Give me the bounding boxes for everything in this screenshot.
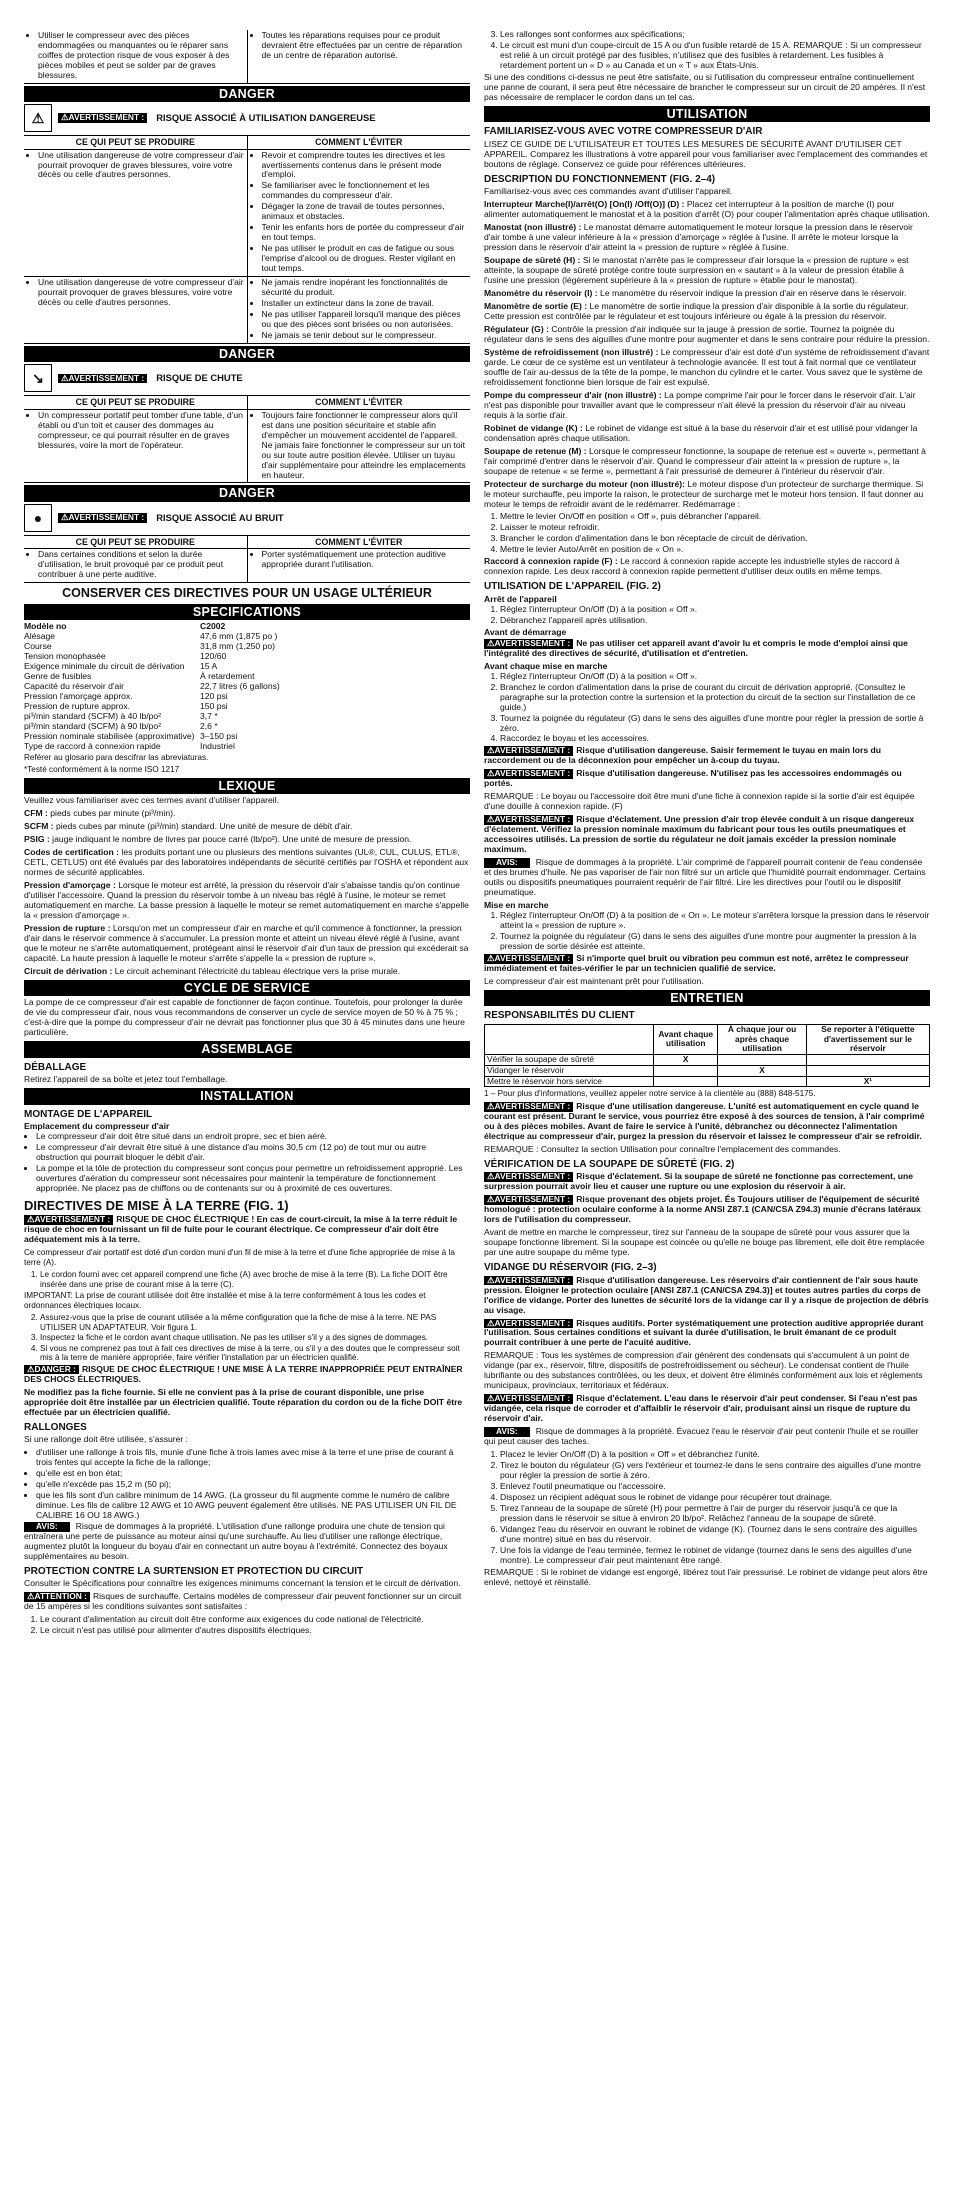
before-start-title: Avant de démarrage <box>484 626 567 637</box>
warning-label: ⚠ AVERTISSEMENT : <box>484 815 573 825</box>
customer-responsibilities-title: RESPONSABILITÉS DU CLIENT <box>484 1010 635 1022</box>
spec-value: 3–150 psi <box>200 730 238 741</box>
list-item: 4. Disposez un récipient adéquat sous le robinet de vidange pour récupérer tout drainage. <box>500 1493 930 1503</box>
warning-label: ⚠ AVERTISSEMENT : <box>484 1394 573 1404</box>
list-item: • Installer un extincteur dans la zone de travail. <box>262 299 469 309</box>
emplacement-list <box>24 1132 470 1194</box>
list-item: 2. Tournez la poignée du régulateur (G) dans le sens des aiguilles d'une montre pour augmenter la pression à la pression de sortie désirée est atteinte. <box>500 932 930 952</box>
attention-label: ⚠ ATTENTION : <box>24 1592 90 1602</box>
safety-first-icon: ⚠ <box>24 104 52 132</box>
def-term: Système de refroidissement (non illustré) : <box>484 346 659 357</box>
top-right-text: • Toutes les réparations requises pour ce produit devraient être effectuées par un centre de réparation de un centre de réparation autorisé. <box>262 31 469 61</box>
responsibilities-table <box>484 1024 930 1088</box>
list-item: 2. Le circuit n'est pas utilisé pour alimenter d'autres dispositifs électriques. <box>40 1626 470 1636</box>
list-item: • Le compresseur d'air doit être situé dans un endroit propre, sec et bien aéré. <box>36 1132 470 1142</box>
remark-text: REMARQUE : Si le robinet de vidange est engorgé, libérez tout l'air pressurisé. Le robinet de vidange peut alors être enlevé, nettoyé et réinstallé. <box>484 1566 928 1587</box>
def-term: PSIG : <box>24 834 50 845</box>
list-item: • qu'elle est en bon état; <box>36 1469 470 1479</box>
resp-header <box>485 1024 654 1054</box>
def-text: Le robinet de vidange est situé à la base du réservoir d'air et est utilisé pour vidanger la condensation après chaque utilisation. <box>484 422 918 443</box>
specifications-bar: SPECIFICATIONS <box>24 604 470 621</box>
warning-label: ⚠ AVERTISSEMENT : <box>484 639 573 649</box>
spec-label: Modèle no <box>24 621 67 632</box>
th-avoid: COMMENT L'ÉVITER <box>247 535 470 548</box>
drain-steps-list <box>484 1450 930 1566</box>
risk-table-dangerous-use <box>24 135 470 344</box>
resp-mark <box>718 1055 806 1066</box>
grounding-title: DIRECTIVES DE MISE À LA TERRE (FIG. 1) <box>24 1198 289 1214</box>
resp-task: Mettre le réservoir hors service <box>485 1076 654 1087</box>
def-text: Si le manostat n'arrête pas le compresseur d'air lorsque la « pression de rupture » est atteinte, la soupape de sûreté protège contre toute surpression en « sautant » à la valeur de pression établie à l'usine une pression (légèrement supérieure à la « pression de rupture » établie pour le manostat). <box>484 255 909 286</box>
def-term: Raccord à connexion rapide (F) : <box>484 556 618 567</box>
risk-list <box>26 550 245 580</box>
rallonges-title: RALLONGES <box>24 1421 87 1433</box>
definition <box>24 809 470 819</box>
def-term: Pression de rupture : <box>24 922 111 933</box>
resp-header: Avant chaque utilisation <box>654 1024 718 1054</box>
def-term: Interrupteur Marche(I)/arrêt(O) [On(I) /Off(O)] (D) : <box>484 199 685 210</box>
circuit-conditions-list <box>484 30 930 71</box>
spec-value: 15 A <box>200 660 218 671</box>
warning-label: ⚠ AVERTISSEMENT : <box>58 513 147 523</box>
list-item: 1. Placez le levier On/Off (D) à la position « Off » et débranchez l'unité. <box>500 1450 930 1460</box>
notice-text: Risque de dommages à la propriété. L'air comprimé de l'appareil pourrait contenir de l'eau condensée et des brumes d'huile. Ne pas vaporiser de l'air non filtré sur un article que l'humidité pourrait endommager. Certains outils ou dispositifs pneumatiques pourraient requérir de l'air filtré. Lire les directives pour l'outil ou le dispositif pneumatique. <box>484 857 926 898</box>
safety-valve-text: Avant de mettre en marche le compresseur, tirez sur l'anneau de la soupape de sûreté pour vous assurer que la soupape fonctionne librement. Si la soupape est coincée ou qu'elle ne bouge pas librement, elle doit être remplacée par une autre soupape du même type. <box>484 1227 925 1258</box>
spec-value: 3,7 * <box>200 710 218 721</box>
important-note: IMPORTANT: La prise de courant utilisée doit être installée et mise à la terre conformément à tous les codes et ordonnances électriques locaux. <box>24 1291 426 1310</box>
list-item: 1. Réglez l'interrupteur On/Off (D) à la position « Off ». <box>500 672 930 682</box>
controls-description-list <box>484 200 930 509</box>
spec-label: Pression l'amorçage approx. <box>24 690 133 701</box>
avoid-list <box>250 411 469 481</box>
entretien-bar: ENTRETIEN <box>484 990 930 1007</box>
spec-value: À retardement <box>200 670 255 681</box>
definition <box>24 835 470 845</box>
definition <box>484 256 930 286</box>
def-term: CFM : <box>24 808 48 819</box>
assemblage-bar: ASSEMBLAGE <box>24 1041 470 1058</box>
list-item: 2. Débranchez l'appareil après utilisation. <box>500 616 930 626</box>
warning-label: ⚠ AVERTISSEMENT : <box>484 769 573 779</box>
top-risk-table <box>24 30 470 84</box>
list-item: 1. Réglez l'interrupteur On/Off (D) à la position de « On ». Le moteur s'arrêtera lorsque la pression dans le réservoir atteint la « pression de rupture ». <box>500 911 930 931</box>
definition <box>484 200 930 220</box>
utilisation-bar: UTILISATION <box>484 106 930 123</box>
resp-task: Vidanger le réservoir <box>485 1065 654 1076</box>
lexique-bar: LEXIQUE <box>24 778 470 795</box>
resp-mark: X <box>718 1065 806 1076</box>
spec-value: 2,6 * <box>200 720 218 731</box>
definition <box>484 480 930 510</box>
spec-label: Course <box>24 641 52 652</box>
def-text: Le compresseur d'air est doté d'un système de refroidissement d'avant garde. Le cœur de ce système est un ventilateur à technologie avancée. Il est tout à fait normal que ce ventilateur souffle de l'air au-dessus de la tête de la pompe, le manchon du cylindre et le carter. Vous savez que le système de refroidissement fonctionne bien lorsque de l'air est expulsé. <box>484 346 930 387</box>
circuit-text: Si une des conditions ci-dessus ne peut être satisfaite, ou si l'utilisation du compresseur entraîne continuellement une panne de courant, il sera peut être nécessaire de brancher le compresseur sur un circuit de 20 ampères. Il n'est pas nécessaire de remplacer le cordon dans un tel cas. <box>484 71 926 102</box>
rallonges-intro: Si une rallonge doit être utilisée, s'assurer : <box>24 1434 189 1445</box>
list-item: • Une utilisation dangereuse de votre compresseur d'air pourrait provoquer de graves blessures, voire votre décès ou celle d'autres personnes. <box>38 278 245 308</box>
definition <box>24 967 470 977</box>
warning-label: ⚠ AVERTISSEMENT : <box>484 1319 573 1329</box>
def-term: Manomètre de sortie (E) : <box>484 301 588 312</box>
def-text: Le circuit acheminant l'électricité du tableau électrique vers la prise murale. <box>112 965 401 976</box>
spec-label: Type de raccord à connexion rapide <box>24 740 161 751</box>
description-title: DESCRIPTION DU FONCTIONNEMENT (FIG. 2–4) <box>484 173 716 185</box>
right-column <box>484 30 930 1638</box>
danger-text: RISQUE DE CHOC ÉLECTRIQUE ! UNE MISE À LA TERRE INAPPROPRIÉE PEUT ENTRAÎNER DES CHOCS ÉLECTRIQUES. <box>24 1363 463 1384</box>
responsibilities-note: 1 – Pour plus d'informations, veuillez appeler notre service à la clientèle au (888) 848-5175. <box>484 1089 816 1099</box>
th-what: CE QUI PEUT SE PRODUIRE <box>24 396 247 409</box>
spec-label: pi³/min standard (SCFM) à 40 lb/po² <box>24 710 162 721</box>
list-item: • Un compresseur portatif peut tomber d'une table, d'un établi ou d'un toit et causer des dommages au compresseur, ce qui pourrait résulter en de graves blessures, voire la mort de l'opérateur. <box>38 411 245 451</box>
list-item: • Se familiariser avec le fonctionnement et les commandes du compresseur d'air. <box>262 181 469 201</box>
warning-label: ⚠ AVERTISSEMENT : <box>484 1102 573 1112</box>
warning-label: ⚠ AVERTISSEMENT : <box>24 1215 113 1225</box>
list-item: 4. Raccordez le boyau et les accessoires. <box>500 734 930 744</box>
list-item: 4. Si vous ne comprenez pas tout à fait ces directives de mise à la terre, ou s'il y a des doutes que le compresseur soit mis à la terre de manière appropriée, faire vérifier l'installation par un électricien qualifié. <box>40 1344 470 1363</box>
definition <box>24 924 470 964</box>
warning-text: Risque d'éclatement. L'eau dans le réservoir d'air peut condenser. Si l'eau n'est pas vidangée, cela risque de corroder et d'affaiblir le réservoir d'air, produisant ainsi un risque de rupture du réservoir d'air. <box>484 1393 918 1424</box>
definition <box>484 348 930 388</box>
notice-text: Risque de dommages à la propriété. Évacuez l'eau le réservoir d'air peut contenir l'huile et se rouiller qui peut causer des taches. <box>484 1426 919 1447</box>
grounding-list-2 <box>24 1313 470 1363</box>
spec-value: 47,6 mm (1,875 po ) <box>200 631 278 642</box>
spec-value: 120 psi <box>200 690 228 701</box>
definition <box>484 424 930 444</box>
list-item: • Ne jamais se tenir debout sur le compresseur. <box>262 331 469 341</box>
list-item: 1. Mettre le levier On/Off en position « Off », puis débrancher l'appareil. <box>500 512 930 522</box>
avoid-list <box>250 151 469 275</box>
warning-text: Risque d'utilisation dangereuse. Saisir fermement le tuyau en main lors du raccordement ou de la déconnexion pour empêcher un à-coup du tuyau. <box>484 745 882 766</box>
danger-more: Ne modifiez pas la fiche fournie. Si elle ne convient pas à la prise de courant disponible, une prise appropriée doit être installée par un électricien qualifié. Toute réparation du cordon ou de la fiche DOIT être effectuée par un électricien qualifié. <box>24 1386 463 1417</box>
ready-text: Le compresseur d'air est maintenant prêt pour l'utilisation. <box>484 975 704 986</box>
def-term: Manostat (non illustré) : <box>484 222 582 233</box>
cycle-text: La pompe de ce compresseur d'air est capable de fonctionner de façon continue. Toutefois, pour prolonger la durée de vie du compresseur d'air, nous vous recommandons de conserver un cycle de service moyen de 50 % à 75 % ; c'est-à-dire que la pompe du compresseur d'air ne devrait pas fonctionner plus que 30 à 45 minutes dans une heure particulière. <box>24 997 465 1038</box>
list-item: • Porter systématiquement une protection auditive appropriée durant l'utilisation. <box>262 550 469 570</box>
lexique-intro: Veuillez vous familiariser avec ces termes avant d'utiliser l'appareil. <box>24 795 279 806</box>
list-item: 3. Tournez la poignée du régulateur (G) dans le sens des aiguilles d'une montre pour régler la pression de sortie à zéro. <box>500 714 930 734</box>
warning-text: Risque d'une utilisation dangereuse. L'unité est automatiquement en cycle quand le courant est présent. Durant le service, vous pourriez être exposé à des sources de tension, à l'air comprimé ou à des pièces mobiles. Avant de faire le service à l'unité, débranchez ou déconnectez l'alimentation électrique au compresseur d'air, purgez la pression du réservoir et laissez le compresseur d'air se refroidir. <box>484 1100 925 1141</box>
definition <box>24 881 470 921</box>
list-item: • Revoir et comprendre toutes les directives et les avertissements contenus dans le présent mode d'emploi. <box>262 151 469 181</box>
resp-header: Se reporter à l'étiquette d'avertissement sur le réservoir <box>806 1024 929 1054</box>
def-term: Régulateur (G) : <box>484 324 549 334</box>
list-item: • Le compresseur d'air devrait être situé à une distance d'au moins 30,5 cm (12 po) de tout mur ou autre obstruction qui pourrait bloquer le débit d'air. <box>36 1143 470 1163</box>
spec-row <box>24 742 470 752</box>
lexique-list <box>24 809 470 977</box>
danger-bar: DANGER <box>24 485 470 502</box>
list-item: 3. Enlevez l'outil pneumatique ou l'accessoire. <box>500 1482 930 1492</box>
warning-text: Risque d'éclatement. Si la soupape de sûreté ne fonctionne pas correctement, une surpression pourrait avoir lieu et causer une rupture ou une explosion du réservoir à air. <box>484 1171 914 1192</box>
spec-value: Industriel <box>200 740 235 751</box>
def-text: Le manostat démarre automatiquement le moteur lorsque la pression dans le réservoir d'air tombe à une valeur inférieure à la « pression d'amorçage » réglée à l'usine. Il arrête le moteur lorsque la pression dans le réservoir d'air atteint la « pression de rupture » réglée à l'usine. <box>484 222 913 253</box>
def-text: Le manomètre de sortie indique la pression d'air disponible à la sortie du régulateur. Cette pression est contrôlée par le régulateur et est toujours inférieure ou égale à la pression du réservoir. <box>484 301 909 322</box>
warning-label: ⚠ AVERTISSEMENT : <box>484 1195 573 1205</box>
resp-mark <box>806 1055 929 1066</box>
avoid-list <box>250 550 469 570</box>
spec-value: 31,8 mm (1,250 po) <box>200 641 275 652</box>
familiarize-title: FAMILIARISEZ-VOUS AVEC VOTRE COMPRESSEUR D'AIR <box>484 126 763 138</box>
list-item: • Tenir les enfants hors de portée du compresseur d'air en tout temps. <box>262 223 469 243</box>
def-term: Protecteur de surcharge du moteur (non illustré): <box>484 478 686 489</box>
definition <box>24 848 470 878</box>
list-item: 2. Tirez le bouton du régulateur (G) vers l'extérieur et tournez-le dans le sens contraire des aiguilles d'une montre pour régler la pression de sortie à zéro. <box>500 1461 930 1481</box>
spec-value: 150 psi <box>200 700 228 711</box>
cycle-bar: CYCLE DE SERVICE <box>24 980 470 997</box>
definition <box>484 302 930 322</box>
list-item: • d'utiliser une rallonge à trois fils, munie d'une fiche à trois lames avec mise à la terre et une prise de courant à trois fentes qui accepte la fiche de la rallonge; <box>36 1448 470 1468</box>
warning-text: Risque d'utilisation dangereuse. N'utilisez pas les accessoires endommagés ou portés. <box>484 768 902 789</box>
specs-note: *Testé conformément à la norme ISO 1217 <box>24 765 180 775</box>
list-item: 3. Brancher le cordon d'alimentation dans le bon réceptacle de circuit de dérivation. <box>500 534 930 544</box>
resp-mark: X¹ <box>806 1076 929 1087</box>
danger-label: ⚠ DANGER : <box>24 1365 79 1375</box>
def-text: jauge indiquant le nombre de livres par pouce carré (lb/po²). Une unité de mesure de pression. <box>49 834 412 845</box>
warning-text: Si n'importe quel bruit ou vibration peu commun est noté, arrêtez le compresseur immédiatement et faites-vérifier le par un technicien qualifié de service. <box>484 952 909 973</box>
resp-mark <box>654 1065 718 1076</box>
stop-title: Arrêt de l'appareil <box>484 593 557 604</box>
restart-list <box>484 512 930 555</box>
def-text: Le manomètre du réservoir indique la pression d'air en réserve dans le réservoir. <box>597 288 907 299</box>
list-item: 4. Mettre le levier Auto/Arrêt en position de « On ». <box>500 545 930 555</box>
list-item: 4. Le circuit est muni d'un coupe-circuit de 15 A ou d'un fusible retardé de 15 A. REMARQUE : Si un compresseur est relié à un circuit protégé par des fusibles, n'utilisez que des fusibles à retardement. Les fusibles à retardement portent un « D » au Canada et un « T » aux États-Unis. <box>500 41 930 71</box>
warning-text: Risque provenant des objets projet. És Toujours utiliser de l'équipement de sécurité homologué : protection oculaire conforme à la norme ANSI Z87.1 (CAN/CSA Z94.3) munie d'écrans latéraux lors de l'utilisation du compresseur. <box>484 1194 921 1225</box>
notice-label: AVIS: <box>484 858 530 868</box>
list-item: 2. Laisser le moteur refroidir. <box>500 523 930 533</box>
warning-label: ⚠ AVERTISSEMENT : <box>484 1276 573 1286</box>
list-item: • Toujours faire fonctionner le compresseur alors qu'il est dans une position sécuritaire et stable afin d'empêcher un mouvement accidentel de l'appareil. Ne jamais faire fonctionner le compresseur sur un toit ou sur toute autre position élevée. Utiliser un tuyau d'air supplémentaire pour atteindre les emplacements en hauteur. <box>262 411 469 481</box>
resp-task: Vérifier la soupape de sûreté <box>485 1055 654 1066</box>
familiarize-text: LISEZ CE GUIDE DE L'UTILISATEUR ET TOUTES LES MESURES DE SÉCURITÉ AVANT D'UTILISER CET APPAREIL. Comparez les illustrations à votre appareil pour vous familiariser avec l'emplacement des commandes et boutons de réglage. Conservez ce guide pour références ultérieures. <box>484 138 928 169</box>
risk-title: RISQUE ASSOCIÉ AU BRUIT <box>156 511 284 523</box>
def-text: Lorsqu'on met un compresseur d'air en marche et qu'il commence à fonctionner, la pression d'air dans le réservoir commence à s'accumuler. La pression monte et atteint un niveau élevé réglé à l'usine, avant que le moteur ne s'arrête automatiquement, protégeant ainsi le réservoir d'air d'un taux de pression qui excéderait sa capacité. La haute pression à laquelle le moteur s'arrête s'appelle la « pression de rupture ». <box>24 922 469 963</box>
def-text: Le raccord à connexion rapide accepte les industrielle styles de raccord à connexion rapide. Les deux raccord à connexion rapide permettent d'utiliser deux outils en même temps. <box>484 556 900 577</box>
definition <box>24 822 470 832</box>
spec-value: C2002 <box>200 621 226 632</box>
risk-title: RISQUE ASSOCIÉ À UTILISATION DANGEREUSE <box>156 111 376 123</box>
risk-table-noise <box>24 535 470 583</box>
fall-hazard-icon: ↘ <box>24 364 52 392</box>
list-item: • qu'elle n'excède pas 15,2 m (50 pi); <box>36 1480 470 1490</box>
risk-list <box>26 411 245 451</box>
grounding-list <box>24 1270 470 1289</box>
warning-label: ⚠ AVERTISSEMENT : <box>58 113 147 123</box>
th-avoid: COMMENT L'ÉVITER <box>247 396 470 409</box>
list-item: 1. Le cordon fourni avec cet appareil comprend une fiche (A) avec broche de mise à la terre (B). La fiche DOIT être insérée dans une prise de courant mise à la terre (C). <box>40 1270 470 1289</box>
spec-label: Pression de rupture approx. <box>24 700 131 711</box>
warning-text: Risque d'utilisation dangereuse. Les réservoirs d'air contiennent de l'air sous haute pression. Éloigner le protection oculaire [ANSI Z87.1 (CAN/CSA Z94.3)] et toutes autres parties du corps de l'orifice de vidange. Porter des lunettes de sécurité lors de la vidange car il y a risque de projection de débris au visage. <box>484 1274 929 1315</box>
notice-label: AVIS: <box>484 1427 530 1437</box>
def-text: Lorsque le compresseur fonctionne, la soupape de retenue est « ouverte », permettant à l'air comprimé d'entrer dans le réservoir d'air. Quand le compresseur d'air atteint la « pression de rupture », la soupape de retenue « se ferme », permettant à l'air pressurisé de demeurer à l'intérieur du réservoir d'air. <box>484 445 926 476</box>
avoid-list <box>250 278 469 341</box>
def-term: Soupape de retenue (M) : <box>484 445 587 456</box>
list-item: 3. Inspectez la fiche et le cordon avant chaque utilisation. Ne pas les utiliser s'il y a des signes de dommages. <box>40 1333 470 1343</box>
warning-label: ⚠ AVERTISSEMENT : <box>484 954 573 964</box>
th-avoid: COMMENT L'ÉVITER <box>247 136 470 149</box>
definition <box>484 289 930 299</box>
resp-mark <box>654 1076 718 1087</box>
resp-mark <box>806 1065 929 1076</box>
list-item: • Dans certaines conditions et selon la durée d'utilisation, le bruit provoqué par ce produit peut contribuer à une perte auditive. <box>38 550 245 580</box>
def-text: Placez cet interrupteur à la position de marche (I) pour alimenter automatiquement le manostat et à la position d'arrêt (O) pour couper l'alimentation après chaque utilisation. <box>484 199 930 220</box>
attention-text: Risques de surchauffe. Certains modèles de compresseur d'air peuvent fonctionner sur un circuit de 15 ampères si les conditions suivantes sont satisfaites : <box>24 1591 462 1612</box>
warning-label: ⚠ AVERTISSEMENT : <box>484 1172 573 1182</box>
list-item: • Dégager la zone de travail de toutes personnes, animaux et obstacles. <box>262 202 469 222</box>
grounding-warning: RISQUE DE CHOC ÉLECTRIQUE ! En cas de court-circuit, la mise à la terre réduit le risque de choc en fournissant un fil de fuite pour le courant électrique. Ce compresseur d'air doit être adéquatement mis à la terre. <box>24 1214 458 1245</box>
def-term: Robinet de vidange (K) : <box>484 422 583 433</box>
definition <box>484 325 930 345</box>
before-each-start-list <box>484 672 930 745</box>
warning-label: ⚠ AVERTISSEMENT : <box>58 374 147 384</box>
th-what: CE QUI PEUT SE PRODUIRE <box>24 136 247 149</box>
spec-label: pi³/min standard (SCFM) à 90 lb/po² <box>24 720 162 731</box>
list-item: • que les fils sont d'un calibre minimum de 14 AWG. (La grosseur du fil augmente comme le numéro de calibre diminue. Les fils de calibre 12 AWG et 10 AWG peuvent également être utilisés. NE PAS UTILISER UN FIL DE CALIBRE 16 OU 18 AWG.) <box>36 1491 470 1521</box>
installation-bar: INSTALLATION <box>24 1088 470 1105</box>
def-text: pieds cubes par minute (pi³/min) standard. Une unité de mesure de débit d'air. <box>53 821 353 832</box>
spec-label: Genre de fusibles <box>24 670 92 681</box>
risk-title: RISQUE DE CHUTE <box>156 372 243 384</box>
def-term: Soupape de sûreté (H) : <box>484 255 581 266</box>
notice-label: AVIS: <box>24 1522 70 1532</box>
hearing-protection-icon: ● <box>24 504 52 532</box>
table-row <box>485 1065 930 1076</box>
warning-text: Ne pas utiliser cet appareil avant d'avoir lu et compris le mode d'emploi ainsi que l'intégralité des directives de sécurité, d'utilisation et d'entretien. <box>484 637 908 658</box>
risk-list <box>26 278 245 308</box>
risk-list <box>26 151 245 181</box>
table-row <box>485 1076 930 1087</box>
specs-table <box>24 622 470 752</box>
list-item: • La pompe et la tôle de protection du compresseur sont conçus pour permettre un refroidissement approprié. Les ouvertures d'aération du compresseur sont nécessaires pour maintenir la température de fonctionnement appropriée. Ne placez pas de chiffons ou de contenants sur ou à proximité de ces ouvertures. <box>36 1164 470 1194</box>
top-left-text: • Utiliser le compresseur avec des pièces endommagées ou manquantes ou le réparer sans coiffes de protection risque de vous exposer à des pièces mobiles et peut se solder par de graves blessures. <box>38 31 245 81</box>
protection-title: PROTECTION CONTRE LA SURTENSION ET PROTECTION DU CIRCUIT <box>24 1565 364 1577</box>
list-item: • Une utilisation dangereuse de votre compresseur d'air pourrait provoquer de graves blessures, voire votre décès ou celle d'autres personnes. <box>38 151 245 181</box>
safety-valve-title: VÉRIFICATION DE LA SOUPAPE DE SÛRETÉ (FIG. 2) <box>484 1158 735 1170</box>
definition <box>484 391 930 421</box>
remark-text: REMARQUE : Consultez la section Utilisation pour connaître l'emplacement des commandes. <box>484 1143 841 1154</box>
warning-text: Risque d'éclatement. Une pression d'air trop élevée conduit à un risque dangereux d'éclatement. Vérifiez la pression nominale maximum du fabricant pour tous les outils pneumatiques et accessoires utilisés. La pression de sortie du régulateur ne doit jamais excéder la pression nominale maximum. <box>484 814 915 855</box>
list-item: 1. Le courant d'alimentation au circuit doit être conforme aux exigences du code national de l'électricité. <box>40 1615 470 1625</box>
rallonges-list <box>24 1448 470 1521</box>
def-text: les produits portant une ou plusieurs des mentions suivantes (UL®, CUL, CULUS, ETL®, CETL, CETLUS) ont été évalués par des laboratoires indépendants de sécurité certifiés par l'OSHA et répondent aux normes de sécurité applicables. <box>24 847 469 878</box>
list-item: • Ne pas utiliser l'appareil lorsqu'il manque des pièces ou que des pièces sont brisées ou non autorisées. <box>262 310 469 330</box>
spec-label: Pression nominale stabilisée (approximative) <box>24 730 195 741</box>
list-item: • Ne jamais rendre inopérant les fonctionnalités de sécurité du produit. <box>262 278 469 298</box>
grounding-text: Ce compresseur d'air portatif est doté d'un cordon muni d'un fil de mise à la terre et d'une fiche appropriée de mise à la terre (A). <box>24 1248 455 1267</box>
def-text: Lorsque le moteur est arrêté, la pression du réservoir d'air s'abaisse tandis qu'on continue d'utiliser l'accessoire. Quand la pression du réservoir tombe à un niveau bas réglé à l'usine, le moteur se remet automatiquement en marche. La basse pression à laquelle le moteur se remet automatiquement en marche s'appelle la « pression d'amorçage ». <box>24 879 469 920</box>
remark-text: REMARQUE : Le boyau ou l'accessoire doit être muni d'une fiche à connexion rapide si la sortie d'air est équipée d'une douille à connexion rapide. (F) <box>484 791 915 812</box>
list-item: 2. Branchez le cordon d'alimentation dans la prise de courant du circuit de dérivation approprié. (Consultez le paragraphe sur la protection contre la surtension et la protection du circuit de la section sur l'installation de ce guide.) <box>500 683 930 713</box>
before-each-start-title: Avant chaque mise en marche <box>484 660 608 671</box>
definition <box>484 447 930 477</box>
spec-label: Exigence minimale du circuit de dérivation <box>24 660 185 671</box>
specs-note: Reférer au glosario para descifrar las abreviaturas. <box>24 752 209 762</box>
def-text: Contrôle la pression d'air indiquée sur la jauge à pression de sortie. Tournez la poignée du régulateur dans le sens des aiguilles d'une montre pour augmenter et dans le sens contraire pour réduire la pression. <box>484 324 930 344</box>
resp-header: À chaque jour ou après chaque utilisation <box>718 1024 806 1054</box>
usage-title: UTILISATION DE L'APPAREIL (FIG. 2) <box>484 581 661 593</box>
remark-text: REMARQUE : Tous les systèmes de compression d'air génèrent des condensats qui s'accumulent à un point de vidange (par ex., réservoir, filtre, dispositifs de postrefroidissement ou sécheur). Le condensat contient de l'huile lubrifiante ou des substances contrôlées, ou les deux, et doivent être éliminés conformément aux lois et règlements municipaux, provinciaux, territoriaux et fédéraux. <box>484 1350 923 1391</box>
list-item: 2. Assurez-vous que la prise de courant utilisée a la même configuration que la fiche de mise à la terre. NE PAS UTILISER UN ADAPTATEUR. Voir figura 1. <box>40 1313 470 1332</box>
start-list <box>484 911 930 952</box>
danger-bar: DANGER <box>24 86 470 103</box>
def-term: Pression d'amorçage : <box>24 879 116 890</box>
def-term: Circuit de dérivation : <box>24 965 113 976</box>
spec-label: Alésage <box>24 631 56 642</box>
spec-label: Tension monophasée <box>24 650 106 661</box>
def-text: La pompe comprime l'air pour le forcer dans le réservoir d'air. L'air n'est pas disponible pour travailler avant que le compresseur n'ait élevé la pression du réservoir d'air au niveau requis à la sortie d'air. <box>484 389 916 420</box>
save-instructions-title: CONSERVER CES DIRECTIVES POUR UN USAGE ULTÉRIEUR <box>62 586 432 601</box>
description-intro: Familiarisez-vous avec ces commandes avant d'utiliser l'appareil. <box>484 186 733 197</box>
warning-text: Risques auditifs. Porter systématiquement une protection auditive appropriée durant l'utilisation. Sous certaines conditions et suivant la durée d'utilisation, le bruit émanant de ce produit pourrait contribuer à une perte de l'acuité auditive. <box>484 1317 924 1348</box>
def-term: SCFM : <box>24 821 54 832</box>
def-term: Manomètre du réservoir (I) : <box>484 288 598 299</box>
warning-label: ⚠ AVERTISSEMENT : <box>484 746 573 756</box>
deballage-title: DÉBALLAGE <box>24 1061 87 1073</box>
th-what: CE QUI PEUT SE PRODUIRE <box>24 535 247 548</box>
def-term: Pompe du compresseur d'air (non illustré) : <box>484 389 662 400</box>
risk-table-fall <box>24 395 470 483</box>
table-row <box>485 1055 930 1066</box>
list-item: 5. Tirez l'anneau de la soupape de sûreté (H) pour permettre à l'air de purger du réservoir jusqu'à ce que la pression dans le réservoir se situe à environ 20 lb/po². Relâchez l'anneau de la soupape de sûreté. <box>500 1504 930 1524</box>
attention-list <box>24 1615 470 1636</box>
danger-bar: DANGER <box>24 346 470 363</box>
montage-title: MONTAGE DE L'APPAREIL <box>24 1108 153 1120</box>
spec-value: 22,7 litres (6 gallons) <box>200 680 280 691</box>
def-text: pieds cubes par minute (pi³/min). <box>47 808 176 819</box>
spec-label: Capacité du réservoir d'air <box>24 680 125 691</box>
definition <box>484 223 930 253</box>
def-text: Le moteur dispose d'un protecteur de surcharge thermique. Si le moteur surchauffe, peu importe la raison, le protecteur de surcharge met le moteur hors tension. Il faut donner au moteur le temps de refroidir avant de le redémarrer. Redémarrage : <box>484 478 924 509</box>
deballage-text: Retirez l'appareil de sa boîte et jetez tout l'emballage. <box>24 1074 228 1085</box>
list-item: 3. Les rallonges sont conformes aux spécifications; <box>500 30 930 40</box>
resp-mark <box>718 1076 806 1087</box>
left-column <box>24 30 470 1638</box>
spec-value: 120/60 <box>200 650 227 661</box>
start-title: Mise en marche <box>484 900 549 910</box>
def-term: Codes de certification : <box>24 847 120 858</box>
protection-text: Consulter le Spécifications pour connaître les exigences minimums concernant la tension et le circuit de dérivation. <box>24 1578 461 1589</box>
list-item: 6. Vidangez l'eau du réservoir en ouvrant le robinet de vidange (K). (Tournez dans le sens contraire des aiguilles d'une montre) situé en bas du réservoir. <box>500 1525 930 1545</box>
list-item: • Ne pas utiliser le produit en cas de fatigue ou sous l'emprise d'alcool ou de drogues. Rester vigilant en tout temps. <box>262 244 469 274</box>
notice-text: Risque de dommages à la propriété. L'utilisation d'une rallonge produira une chute de tension qui entraînera une perte de puissance au moteur ainsi qu'une surchauffe. Au lieu d'utiliser une rallonge électrique, augmentez plutôt la longueur du boyau d'air en connectant un autre boyau à l'extrémité. Connectez des boyaux supplémentaires au besoin. <box>24 1520 448 1561</box>
resp-mark: X <box>654 1055 718 1066</box>
stop-list <box>484 605 930 626</box>
list-item: 1. Réglez l'interrupteur On/Off (D) à la position « Off ». <box>500 605 930 615</box>
emplacement-title: Emplacement du compresseur d'air <box>24 1121 170 1132</box>
drain-title: VIDANGE DU RÉSERVOIR (FIG. 2–3) <box>484 1262 657 1274</box>
list-item: 7. Une fois la vidange de l'eau terminée, fermez le robinet de vidange (tournez dans le sens des aiguilles d'une montre). Le compresseur d'air peut maintenant être rangé. <box>500 1546 930 1566</box>
